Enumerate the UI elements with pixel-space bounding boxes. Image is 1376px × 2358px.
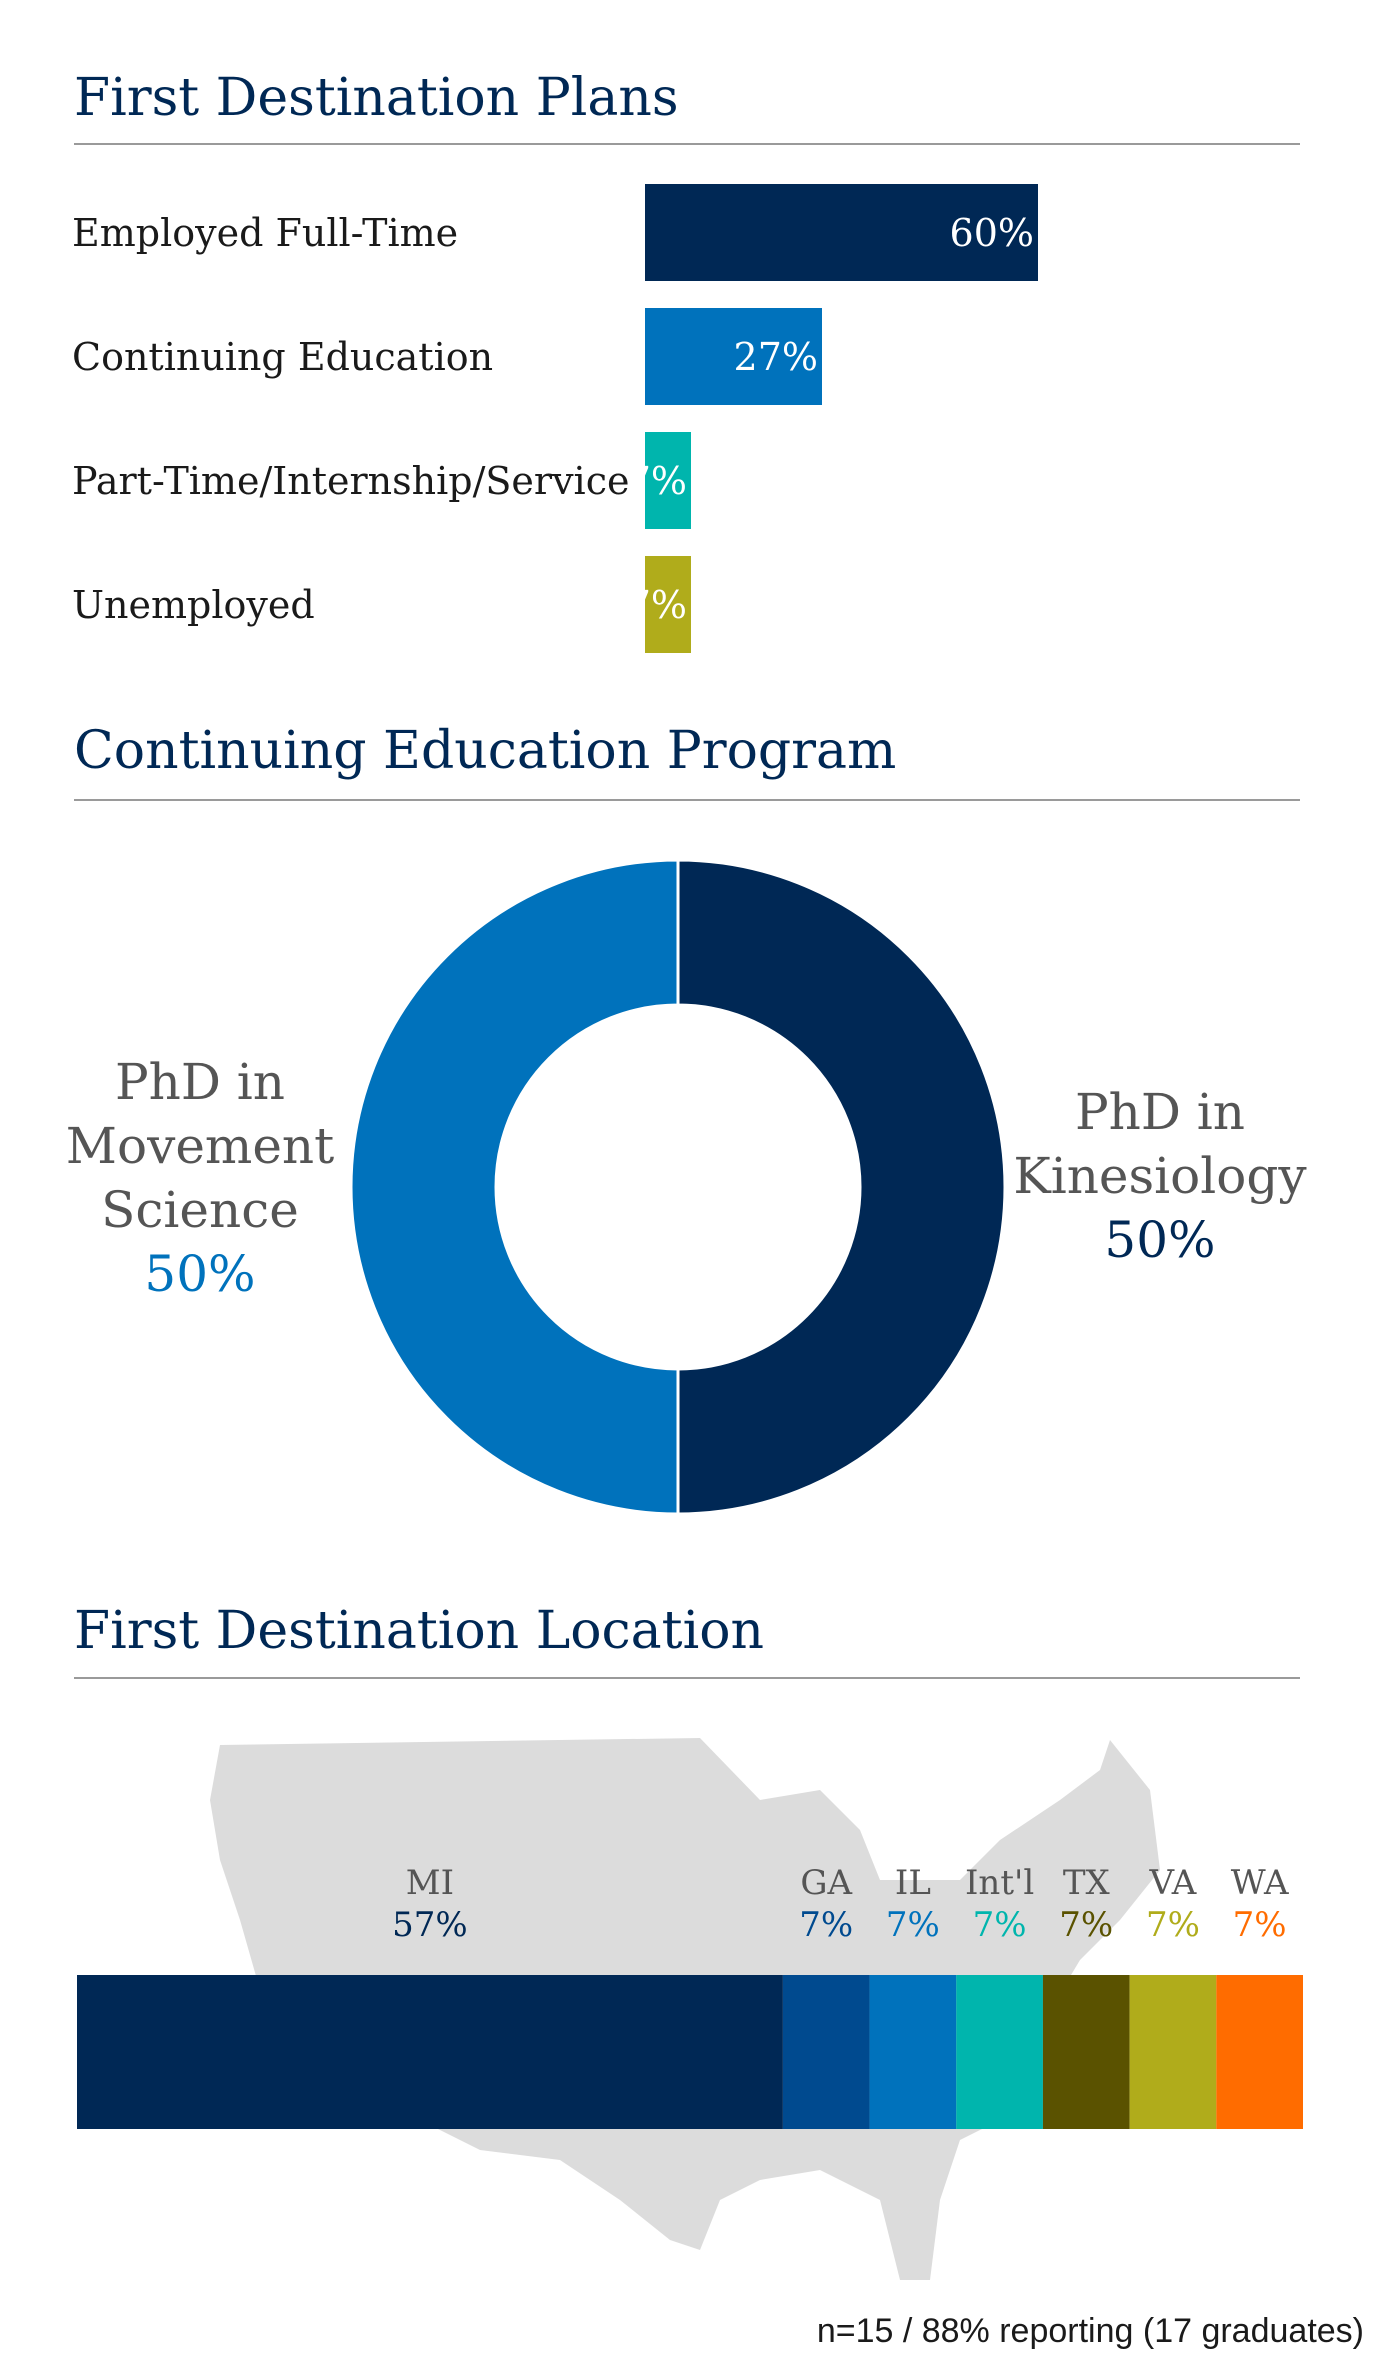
donut-label-line: PhD in — [1074, 1083, 1246, 1141]
location-label-ga — [799, 1862, 853, 1946]
location-label-mi — [392, 1862, 468, 1946]
bar-label-employed-full-time: Employed Full-Time — [72, 211, 459, 255]
location-label-il — [886, 1862, 940, 1946]
donut-label-line: Science — [101, 1181, 299, 1239]
location-percent: 7% — [799, 1905, 854, 1945]
bar-value-employed-full-time: 60% — [949, 210, 1034, 255]
location-segment-wa — [1216, 1975, 1303, 2129]
location-segment-il — [870, 1975, 957, 2129]
location-title: First Destination Location — [74, 1601, 764, 1661]
location-label-int-l — [965, 1862, 1034, 1946]
location-name: IL — [894, 1863, 931, 1903]
location-name: WA — [1230, 1863, 1289, 1903]
donut-percent: 50% — [144, 1245, 256, 1303]
program-title: Continuing Education Program — [74, 721, 897, 781]
location-name: TX — [1062, 1863, 1110, 1903]
location-percent: 7% — [1059, 1905, 1114, 1945]
footnote: n=15 / 88% reporting (17 graduates) — [816, 2312, 1364, 2350]
location-name: VA — [1149, 1863, 1197, 1903]
location-percent: 7% — [885, 1905, 940, 1945]
donut-percent: 50% — [1104, 1211, 1216, 1269]
location-segment-int-l — [956, 1975, 1043, 2129]
bar-label-part-time-internship-service: Part-Time/Internship/Service — [72, 459, 630, 503]
bar-label-continuing-education: Continuing Education — [72, 335, 494, 379]
bar-value-part-time-internship-service: 7% — [626, 458, 687, 503]
bar-label-unemployed: Unemployed — [72, 583, 315, 627]
location-label-tx — [1059, 1862, 1113, 1946]
donut-label-line: Kinesiology — [1013, 1147, 1307, 1205]
bar-value-unemployed: 7% — [626, 582, 687, 627]
location-percent: 7% — [1232, 1905, 1287, 1945]
location-name: MI — [405, 1863, 455, 1903]
plans-title: First Destination Plans — [74, 68, 679, 128]
location-label-va — [1146, 1862, 1200, 1946]
location-name: GA — [800, 1863, 853, 1903]
bar-value-continuing-education: 27% — [733, 334, 818, 379]
donut-label-line: Movement — [65, 1117, 335, 1175]
location-label-wa — [1231, 1862, 1289, 1946]
location-segment-va — [1130, 1975, 1217, 2129]
location-name: Int'l — [964, 1863, 1035, 1903]
donut-label-line: PhD in — [114, 1053, 286, 1111]
location-percent: 7% — [972, 1905, 1027, 1945]
location-segment-ga — [783, 1975, 870, 2129]
location-segment-tx — [1043, 1975, 1130, 2129]
location-segment-mi — [77, 1975, 783, 2129]
location-percent: 7% — [1145, 1905, 1200, 1945]
location-percent: 57% — [392, 1905, 468, 1945]
